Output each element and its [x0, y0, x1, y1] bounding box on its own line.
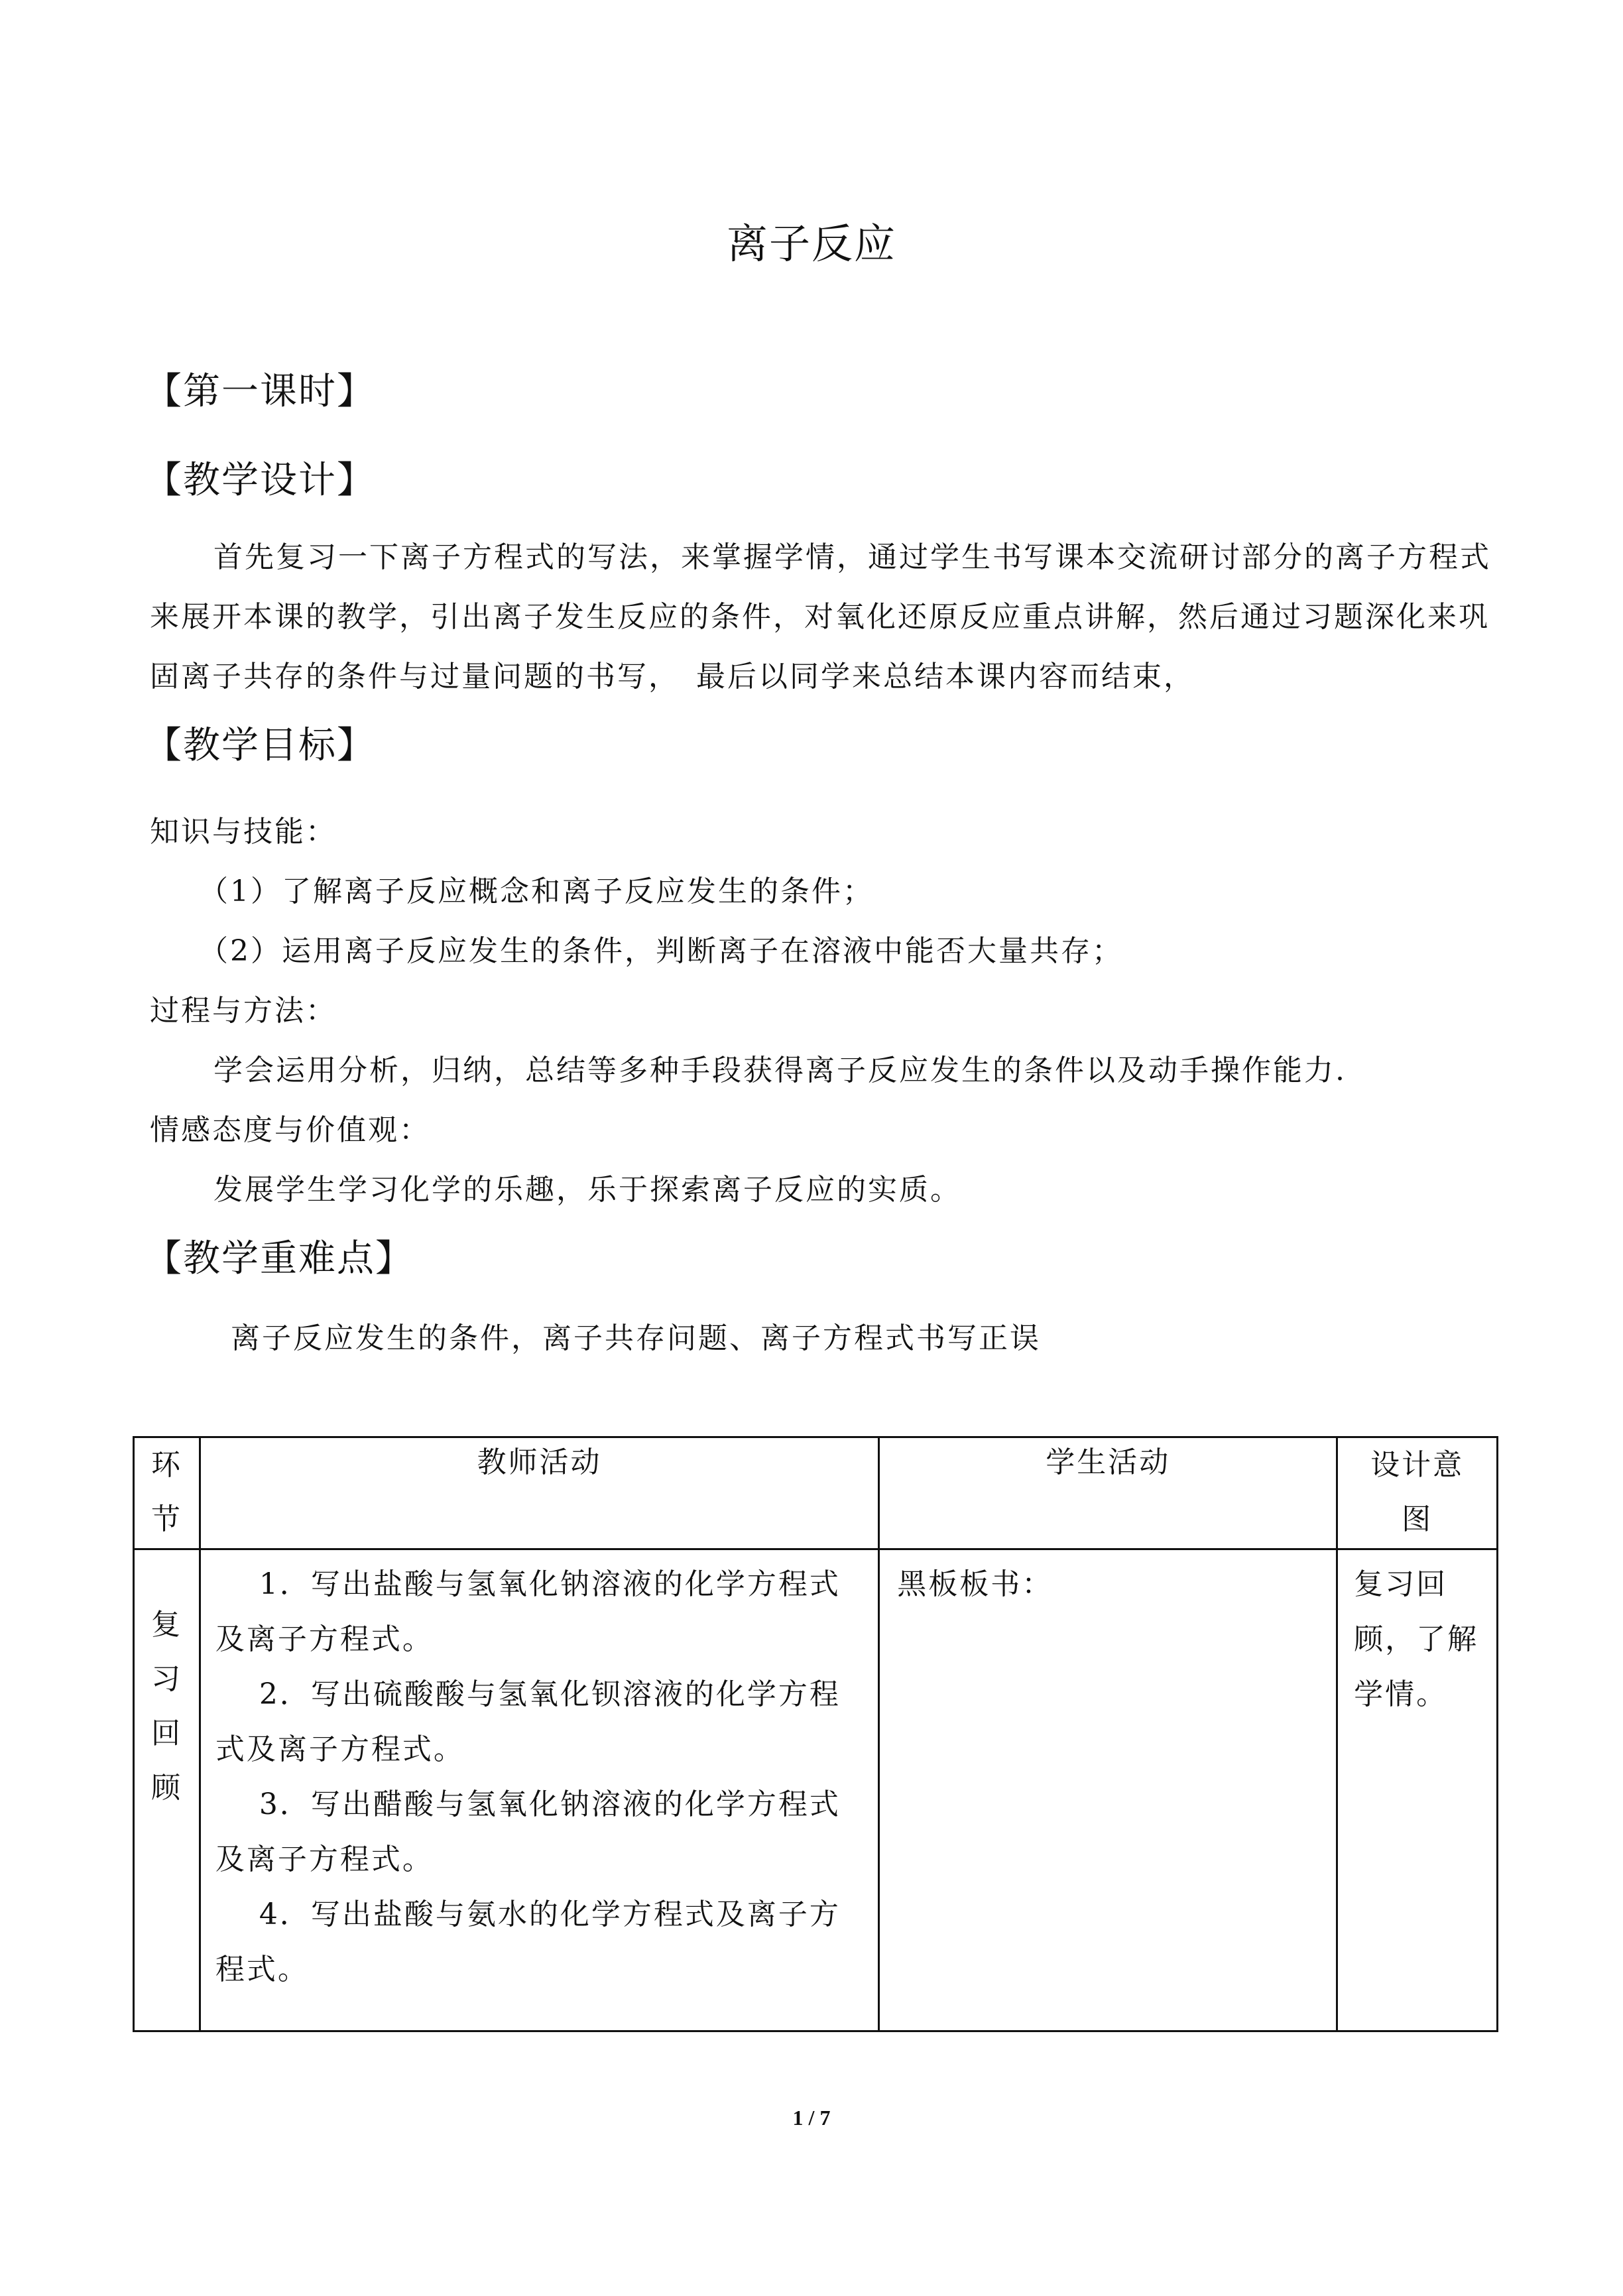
- stage-char: 复: [150, 1608, 182, 1642]
- design-paragraph: 首先复习一下离子方程式的写法，来掌握学情，通过学生书写课本交流研讨部分的离子方程式来展开本课的教学，引出离子发生反应的条件，对氧化还原反应重点讲解，然后通过习题深化来巩固离子共存的条件与过量问题的书写， 最后以同学来总结本课内容而结束，: [150, 540, 1491, 694]
- process-item-1: 学会运用分析，归纳，总结等多种手段获得离子反应发生的条件以及动手操作能力.: [213, 1054, 1347, 1087]
- header-stage-line1: 环: [150, 1448, 182, 1482]
- emotion-label: 情感态度与价值观：: [150, 1113, 430, 1147]
- header-intent-line1: 设计意: [1370, 1448, 1465, 1482]
- stage-char: 回: [150, 1717, 182, 1750]
- header-teacher: 教师活动: [200, 1437, 878, 1549]
- key-points-text: 离子反应发生的条件，离子共存问题、离子方程式书写正误: [231, 1321, 1041, 1355]
- header-intent-line2: 图: [1402, 1502, 1433, 1536]
- knowledge-label: 知识与技能：: [150, 815, 337, 849]
- page-title: 离子反应: [726, 219, 896, 268]
- heading-design: 【教学设计】: [145, 459, 375, 502]
- page-number: 1 / 7: [792, 2106, 831, 2130]
- teacher-item-2: 2．写出硫酸酸与氢氧化钡溶液的化学方程式及离子方程式。: [215, 1677, 841, 1766]
- teacher-cell: [200, 1549, 878, 2031]
- heading-goals: 【教学目标】: [145, 724, 375, 767]
- header-stage-line2: 节: [150, 1502, 182, 1536]
- teacher-item-1: 1．写出盐酸与氢氧化钠溶液的化学方程式及离子方程式。: [215, 1567, 841, 1656]
- stage-char: 顾: [150, 1771, 182, 1805]
- stage-char: 习: [150, 1662, 182, 1696]
- heading-key-points: 【教学重难点】: [145, 1237, 414, 1280]
- table-row: [134, 1549, 1498, 2031]
- header-student: 学生活动: [879, 1437, 1337, 1549]
- intent-cell: 复习回顾，了解学情。: [1337, 1549, 1498, 2031]
- header-stage: [134, 1437, 200, 1549]
- teacher-item-3: 3．写出醋酸与氢氧化钠溶液的化学方程式及离子方程式。: [215, 1787, 841, 1876]
- heading-period: 【第一课时】: [145, 370, 375, 413]
- process-label: 过程与方法：: [150, 994, 337, 1028]
- knowledge-item-1: （1）了解离子反应概念和离子反应发生的条件；: [199, 875, 874, 908]
- emotion-item-1: 发展学生学习化学的乐趣，乐于探索离子反应的实质。: [213, 1173, 961, 1207]
- table-header-row: [134, 1437, 1498, 1549]
- stage-cell: [134, 1549, 200, 2031]
- teacher-item-4: 4．写出盐酸与氨水的化学方程式及离子方程式。: [215, 1898, 841, 1986]
- header-intent: [1337, 1437, 1498, 1549]
- lesson-table: [133, 1436, 1498, 2032]
- knowledge-item-2: （2）运用离子反应发生的条件，判断离子在溶液中能否大量共存；: [199, 934, 1123, 968]
- student-cell: 黑板板书：: [879, 1549, 1337, 2031]
